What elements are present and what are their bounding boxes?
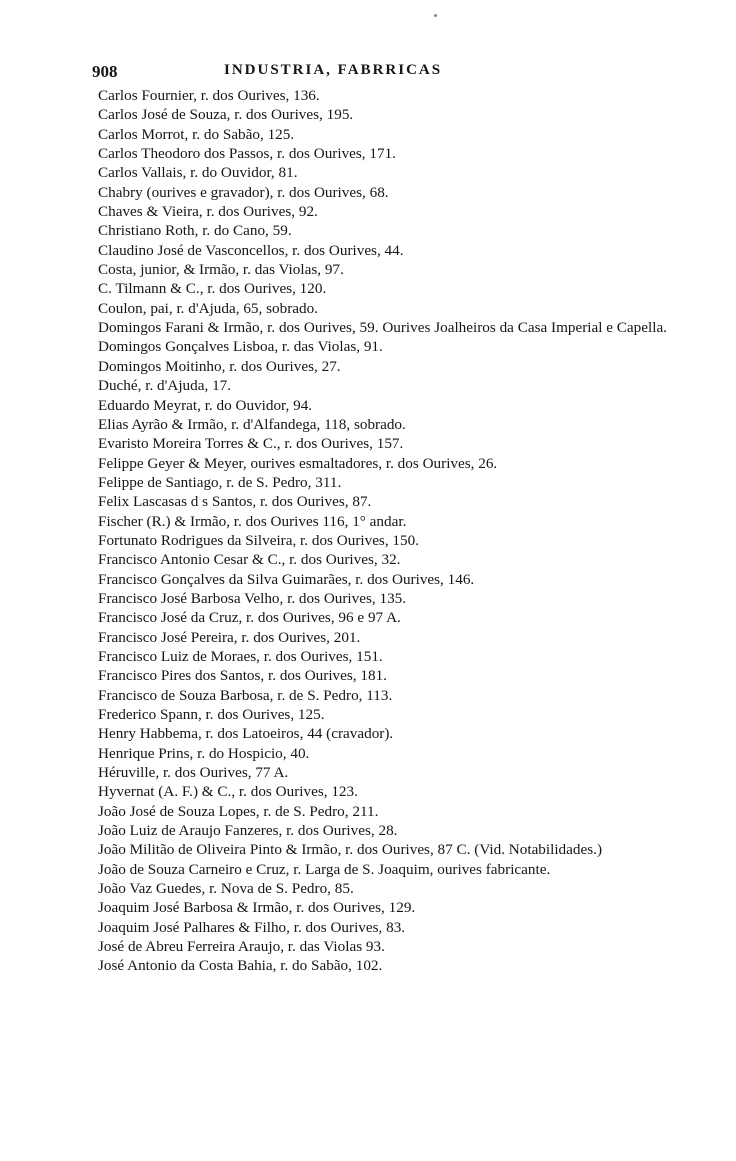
directory-entry: Francisco José Pereira, r. dos Ourives, 201. xyxy=(98,628,361,646)
directory-entry: Costa, junior, & Irmão, r. das Violas, 97. xyxy=(98,261,344,279)
directory-entry: Francisco José Barbosa Velho, r. dos Ourives, 135. xyxy=(98,589,407,607)
directory-entry: Felix Lascasas d s Santos, r. dos Ourives, 87. xyxy=(98,493,372,511)
directory-entry: Francisco Gonçalves da Silva Guimarães, r. dos Ourives, 146. xyxy=(98,570,475,588)
directory-entry: Carlos José de Souza, r. dos Ourives, 195. xyxy=(98,106,354,124)
directory-entry: Francisco Luiz de Moraes, r. dos Ourives, 151. xyxy=(98,647,383,665)
directory-entry: Domingos Moitinho, r. dos Ourives, 27. xyxy=(98,357,341,375)
directory-entry: Chaves & Vieira, r. dos Ourives, 92. xyxy=(98,203,318,221)
directory-entry: Héruville, r. dos Ourives, 77 A. xyxy=(98,764,289,782)
directory-entry: Hyvernat (A. F.) & C., r. dos Ourives, 123. xyxy=(98,783,358,801)
directory-entry: Felippe de Santiago, r. de S. Pedro, 311. xyxy=(98,473,342,491)
directory-entry: João de Souza Carneiro e Cruz, r. Larga de S. Joaquim, ourives fabricante. xyxy=(98,860,551,878)
directory-entry: João Vaz Guedes, r. Nova de S. Pedro, 85. xyxy=(98,880,354,898)
directory-entry: Francisco de Souza Barbosa, r. de S. Pedro, 113. xyxy=(98,686,393,704)
directory-entry: Francisco Pires dos Santos, r. dos Ourives, 181. xyxy=(98,667,387,685)
page-number: 908 xyxy=(92,62,118,81)
directory-entry: Evaristo Moreira Torres & C., r. dos Ourives, 157. xyxy=(98,435,404,453)
directory-entry: João José de Souza Lopes, r. de S. Pedro, 211. xyxy=(98,802,379,820)
directory-list xyxy=(98,86,688,976)
directory-entry: Claudino José de Vasconcellos, r. dos Ourives, 44. xyxy=(98,241,404,259)
directory-entry: C. Tilmann & C., r. dos Ourives, 120. xyxy=(98,280,327,298)
directory-entry: Henry Habbema, r. dos Latoeiros, 44 (cravador). xyxy=(98,725,394,743)
directory-entry: Coulon, pai, r. d'Ajuda, 65, sobrado. xyxy=(98,299,318,317)
page-header xyxy=(92,60,512,86)
directory-entry: Domingos Gonçalves Lisboa, r. das Violas, 91. xyxy=(98,338,383,356)
directory-entry: Joaquim José Barbosa & Irmão, r. dos Ourives, 129. xyxy=(98,899,416,917)
directory-entry: Felippe Geyer & Meyer, ourives esmaltadores, r. dos Ourives, 26. xyxy=(98,454,498,472)
directory-entry: Domingos Farani & Irmão, r. dos Ourives, 59. Ourives Joalheiros da Casa Imperial e Capella. xyxy=(98,319,667,337)
directory-entry: Francisco José da Cruz, r. dos Ourives, 96 e 97 A. xyxy=(98,609,401,627)
directory-entry: Carlos Morrot, r. do Sabão, 125. xyxy=(98,125,295,143)
directory-entry: Francisco Antonio Cesar & C., r. dos Ourives, 32. xyxy=(98,551,401,569)
directory-entry: Joaquim José Palhares & Filho, r. dos Ourives, 83. xyxy=(98,918,406,936)
directory-entry: José Antonio da Costa Bahia, r. do Sabão, 102. xyxy=(98,957,383,975)
directory-entry: Fischer (R.) & Irmão, r. dos Ourives 116, 1° andar. xyxy=(98,512,407,530)
directory-entry: Elias Ayrão & Irmão, r. d'Alfandega, 118, sobrado. xyxy=(98,415,406,433)
directory-entry: João Luiz de Araujo Fanzeres, r. dos Ourives, 28. xyxy=(98,822,398,840)
directory-entry: Duché, r. d'Ajuda, 17. xyxy=(98,377,232,395)
directory-entry: Chabry (ourives e gravador), r. dos Ourives, 68. xyxy=(98,183,389,201)
directory-entry: Carlos Fournier, r. dos Ourives, 136. xyxy=(98,87,320,104)
directory-entry: Henrique Prins, r. do Hospicio, 40. xyxy=(98,744,310,762)
running-head: INDUSTRIA, FABRRICAS xyxy=(224,62,443,78)
directory-entry: Carlos Vallais, r. do Ouvidor, 81. xyxy=(98,164,298,182)
paper-speck xyxy=(434,14,437,17)
directory-entry: Frederico Spann, r. dos Ourives, 125. xyxy=(98,706,325,723)
directory-entry: José de Abreu Ferreira Araujo, r. das Violas 93. xyxy=(98,938,385,956)
directory-entry: Eduardo Meyrat, r. do Ouvidor, 94. xyxy=(98,396,313,414)
directory-entry: Christiano Roth, r. do Cano, 59. xyxy=(98,222,292,240)
directory-entry: Carlos Theodoro dos Passos, r. dos Ourives, 171. xyxy=(98,145,396,163)
directory-entry: Fortunato Rodrigues da Silveira, r. dos Ourives, 150. xyxy=(98,531,420,549)
directory-entry: João Militão de Oliveira Pinto & Irmão, r. dos Ourives, 87 C. (Vid. Notabilidades.) xyxy=(98,841,602,859)
